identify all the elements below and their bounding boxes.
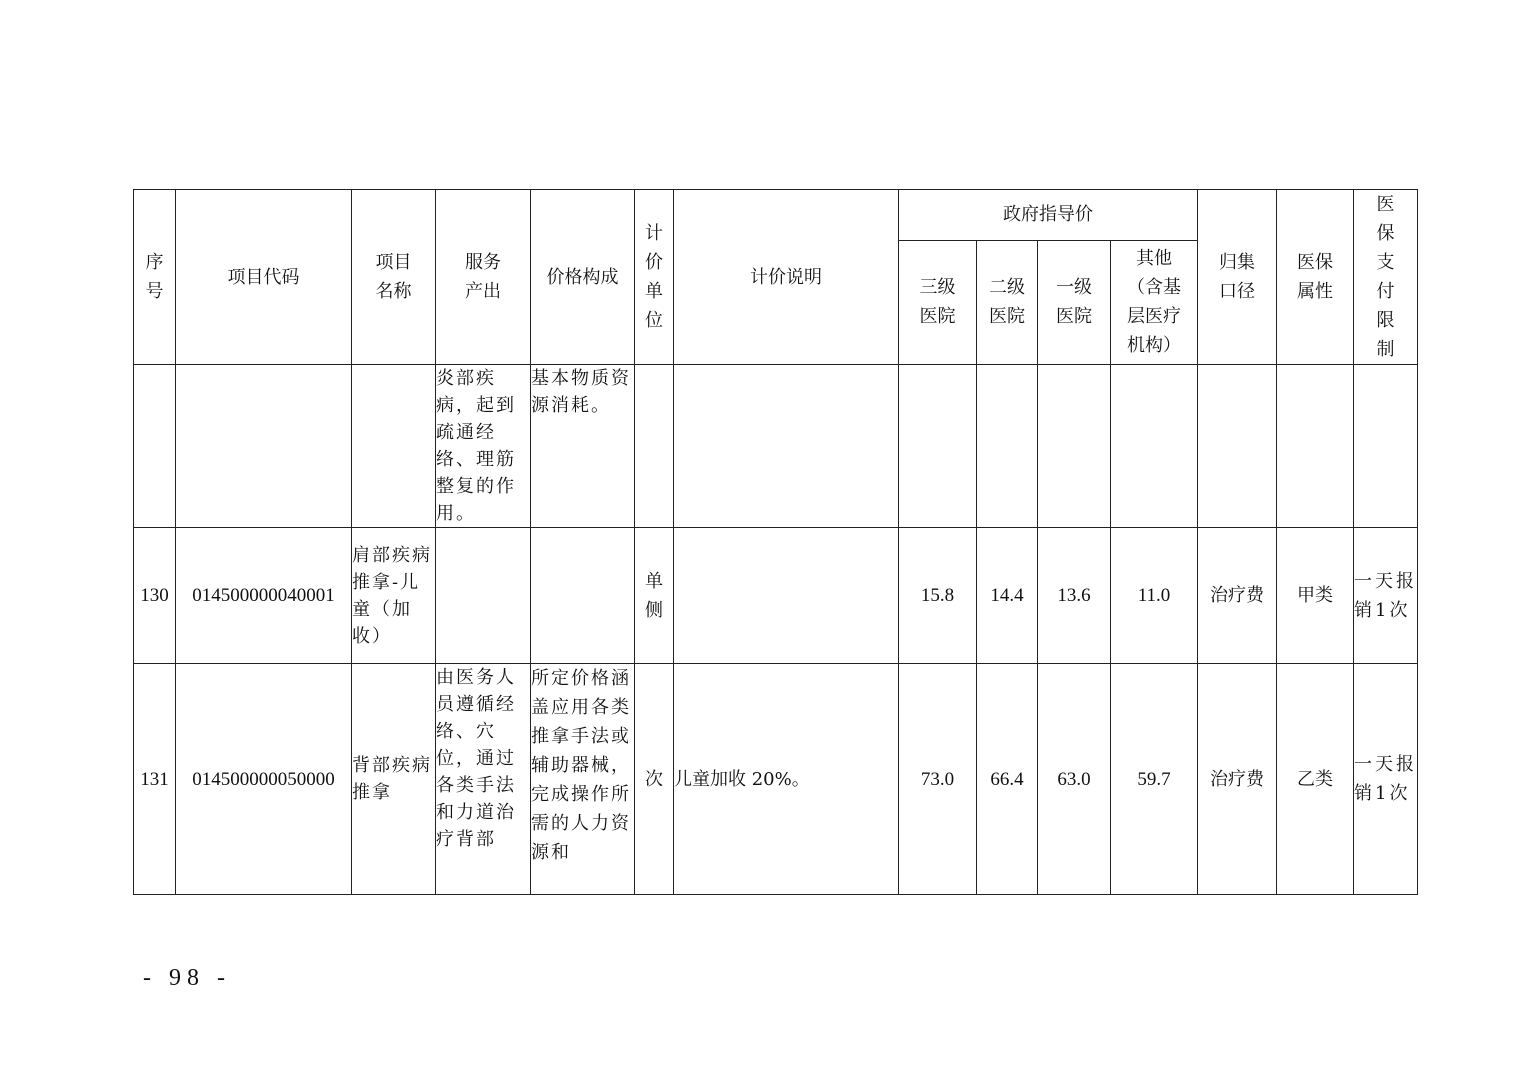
- cell-level1: [1038, 365, 1111, 528]
- cell-price-composition: 基本物质资源消耗。: [531, 365, 635, 528]
- cell-pricing-note: [674, 365, 899, 528]
- header-level1: 一级医院: [1038, 240, 1111, 364]
- cell-output: 由医务人员遵循经络、穴位，通过各类手法和力道治疗背部: [436, 664, 531, 895]
- cell-pricing-note: [674, 528, 899, 664]
- cell-price-composition: 所定价格涵盖应用各类推拿手法或辅助器械，完成操作所需的人力资源和: [531, 664, 635, 895]
- cell-insurance-type: 甲类: [1277, 528, 1354, 664]
- cell-seq: 130: [134, 528, 176, 664]
- header-name: 项目名称: [352, 190, 436, 365]
- cell-payment-limit: [1354, 365, 1418, 528]
- header-gov-price: 政府指导价: [899, 190, 1198, 241]
- page-number: - 98 -: [143, 965, 231, 991]
- header-seq: 序号: [134, 190, 176, 365]
- header-payment-limit: 医保支付限制: [1354, 190, 1418, 365]
- cell-other: 59.7: [1111, 664, 1198, 895]
- header-output: 服务产出: [436, 190, 531, 365]
- cell-code: 014500000040001: [176, 528, 352, 664]
- cell-payment-limit: 一天报销1次: [1354, 528, 1418, 664]
- cell-level1: 63.0: [1038, 664, 1111, 895]
- cell-price-composition: [531, 528, 635, 664]
- cell-level3: [899, 365, 977, 528]
- cell-unit: 次: [635, 664, 674, 895]
- table-row: [134, 365, 1418, 528]
- cell-code: 014500000050000: [176, 664, 352, 895]
- cell-level2: 66.4: [977, 664, 1038, 895]
- cell-name: [352, 365, 436, 528]
- cell-insurance-type: [1277, 365, 1354, 528]
- cell-pricing-note: 儿童加收 20%。: [674, 664, 899, 895]
- cell-payment-limit: 一天报销1次: [1354, 664, 1418, 895]
- cell-unit: 单侧: [635, 528, 674, 664]
- cell-level1: 13.6: [1038, 528, 1111, 664]
- cell-seq: 131: [134, 664, 176, 895]
- cell-category: 治疗费: [1198, 664, 1277, 895]
- table-row: [134, 528, 1418, 664]
- cell-output: 炎部疾病，起到疏通经络、理筋整复的作用。: [436, 365, 531, 528]
- header-code: 项目代码: [176, 190, 352, 365]
- cell-category: 治疗费: [1198, 528, 1277, 664]
- cell-name: 肩部疾病推拿-儿童（加收）: [352, 528, 436, 664]
- header-price-composition: 价格构成: [531, 190, 635, 365]
- header-pricing-note: 计价说明: [674, 190, 899, 365]
- header-other: 其他（含基层医疗机构）: [1111, 240, 1198, 364]
- header-insurance-type: 医保属性: [1277, 190, 1354, 365]
- cell-code: [176, 365, 352, 528]
- cell-insurance-type: 乙类: [1277, 664, 1354, 895]
- cell-unit: [635, 365, 674, 528]
- cell-level2: 14.4: [977, 528, 1038, 664]
- cell-category: [1198, 365, 1277, 528]
- cell-other: [1111, 365, 1198, 528]
- cell-name: 背部疾病推拿: [352, 664, 436, 895]
- cell-output: [436, 528, 531, 664]
- cell-other: 11.0: [1111, 528, 1198, 664]
- pricing-table: [133, 189, 1418, 895]
- cell-seq: [134, 365, 176, 528]
- cell-level2: [977, 365, 1038, 528]
- header-unit: 计价单位: [635, 190, 674, 365]
- header-level2: 二级医院: [977, 240, 1038, 364]
- cell-level3: 73.0: [899, 664, 977, 895]
- table-row: [134, 664, 1418, 895]
- header-level3: 三级医院: [899, 240, 977, 364]
- header-category: 归集口径: [1198, 190, 1277, 365]
- cell-level3: 15.8: [899, 528, 977, 664]
